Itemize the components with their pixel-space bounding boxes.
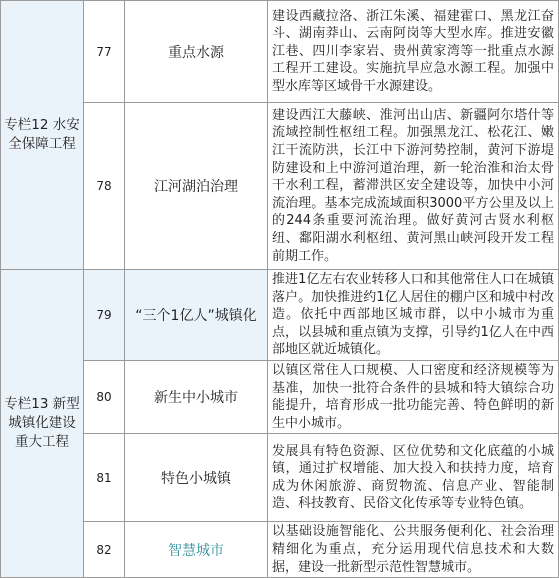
project-description: 推进1亿左右农业转移人口和其他常住人口在城镇落户。加快推进约1亿人居住的棚户区和城中村改造。依托中西部地区城市群，以中小城市为重点，以县城和重点镇为支撑，引导约1亿人在中西部地区就近城镇化。 [268,270,559,361]
row-number: 77 [84,1,125,103]
section-title: 专栏13 新型城镇化建设重大工程 [1,270,84,578]
row-number: 81 [84,434,125,522]
table-row [1,522,559,578]
project-name: 特色小城镇 [125,434,268,522]
project-description: 以基础设施智能化、公共服务便利化、社会治理精细化为重点，充分运用现代信息技术和大数据，建设一批新型示范性智慧城市。 [268,522,559,578]
row-number: 82 [84,522,125,578]
project-description: 以镇区常住人口规模、人口密度和经济规模等为基准，加快一批符合条件的县城和特大镇综合功能提升，培育形成一批功能完善、特色鲜明的新生中小城市。 [268,360,559,433]
project-name: 新生中小城市 [125,360,268,433]
row-number: 79 [84,270,125,361]
project-description: 发展具有特色资源、区位优势和文化底蕴的小城镇，通过扩权增能、加大投入和扶持力度，培育成为休闲旅游、商贸物流、信息产业、智能制造、科技教育、民俗文化传承等专业特色镇。 [268,434,559,522]
table-row [1,270,559,361]
project-description: 建设西藏拉洛、浙江朱溪、福建霍口、黑龙江奋斗、湖南莽山、云南阿岗等大型水库。推进安徽江巷、四川李家岩、贵州黄家湾等一批重点水源工程开工建设。实施抗旱应急水源工程。加强中型水库等区域骨干水源建设。 [268,1,559,103]
row-number: 78 [84,103,125,270]
row-number: 80 [84,360,125,433]
table-row [1,103,559,270]
section-title: 专栏12 水安全保障工程 [1,1,84,270]
project-name: 江河湖泊治理 [125,103,268,270]
table-row [1,360,559,433]
project-name: “三个1亿人”城镇化 [125,270,268,361]
project-description: 建设西江大藤峡、淮河出山店、新疆阿尔塔什等流域控制性枢纽工程。加强黑龙江、松花江、嫩江干流防洪，长江中下游河势控制，黄河下游堤防建设和上中游河道治理，新一轮治淮和治太骨干水利工程，蓄滞洪区安全建设等，加快中小河流治理。基本完成流域面积3000平方公里及以上的244条重要河流治理。做好黄河古贤水利枢纽、鄱阳湖水利枢纽、黄河黑山峡河段开发工程前期工作。 [268,103,559,270]
table-row [1,1,559,103]
project-name-link[interactable]: 智慧城市 [125,522,268,578]
project-name: 重点水源 [125,1,268,103]
table-row [1,434,559,522]
